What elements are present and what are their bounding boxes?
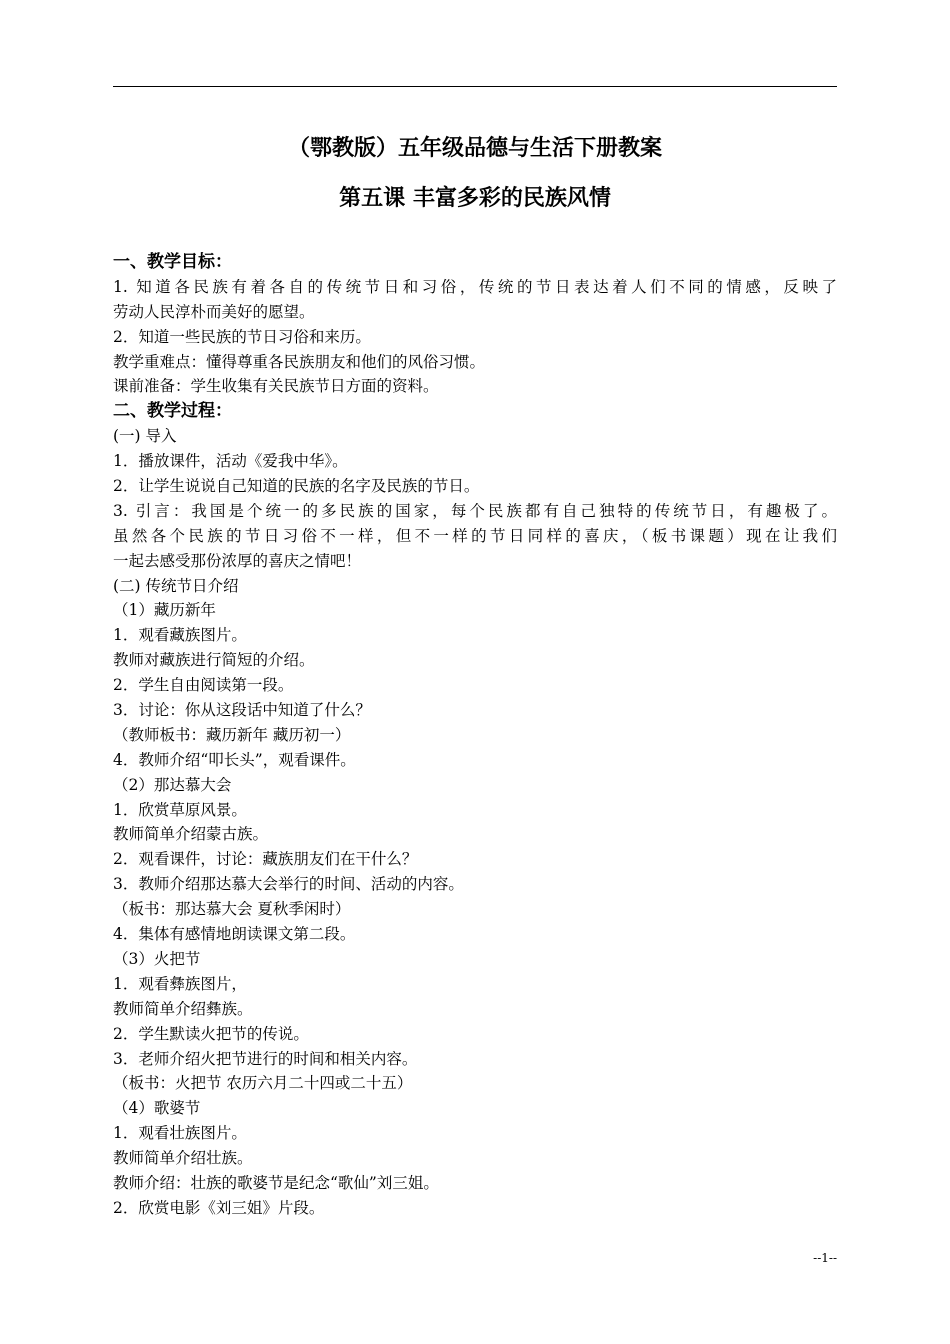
body-line: 1．欣赏草原风景。 <box>113 800 247 819</box>
section-heading: 二、教学过程： <box>113 401 232 422</box>
body-line: （3）火把节 <box>113 949 201 968</box>
body-line: 2．让学生说说自己知道的民族的名字及民族的节日。 <box>113 477 480 496</box>
body-line: 1．观看壮族图片。 <box>113 1124 247 1143</box>
body-line: 2．知道一些民族的节日习俗和来历。 <box>113 327 371 346</box>
body-line: 劳动人民淳朴而美好的愿望。 <box>113 302 315 321</box>
body-line: 2．学生自由阅读第一段。 <box>113 676 294 695</box>
body-line: 2．观看课件，讨论：藏族朋友们在干什么？ <box>113 850 418 869</box>
body-line: 教师对藏族进行简短的介绍。 <box>113 651 315 670</box>
body-line: （教师板书：藏历新年 藏历初一） <box>113 725 351 744</box>
title-block <box>113 131 837 217</box>
body-line: 4．教师介绍“叩长头”，观看课件。 <box>113 750 356 769</box>
body-line: （板书：那达慕大会 夏秋季闲时） <box>113 900 351 919</box>
body-line: 3. 引言：我国是个统一的多民族的国家，每个民族都有自己独特的传统节日，有趣极了。 <box>113 501 837 520</box>
body-line: （板书：火把节 农历六月二十四或二十五） <box>113 1074 413 1093</box>
document-title: （鄂教版）五年级品德与生活下册教案 <box>287 136 662 161</box>
page-number: --1-- <box>813 1251 837 1265</box>
body-line: （1）藏历新年 <box>113 601 216 620</box>
body-line: 1．观看彝族图片， <box>113 974 247 993</box>
body-line: 3．教师介绍那达慕大会举行的时间、活动的内容。 <box>113 875 464 894</box>
body-line: 4．集体有感情地朗读课文第二段。 <box>113 925 356 944</box>
body-line: 教师简单介绍彝族。 <box>113 999 253 1018</box>
body-line: （4）歌婆节 <box>113 1099 201 1118</box>
body-line: 1. 知道各民族有着各自的传统节日和习俗，传统的节日表达着人们不同的情感，反映了 <box>113 277 837 296</box>
body-line: 2．欣赏电影《刘三姐》片段。 <box>113 1198 325 1217</box>
document-body <box>113 250 837 1221</box>
body-line: 3．讨论：你从这段话中知道了什么？ <box>113 701 371 720</box>
body-line: 课前准备：学生收集有关民族节日方面的资料。 <box>113 377 439 396</box>
body-line: 教师介绍：壮族的歌婆节是纪念“歌仙”刘三姐。 <box>113 1173 439 1192</box>
body-line: （2）那达慕大会 <box>113 775 232 794</box>
body-line: 教师简单介绍蒙古族。 <box>113 825 269 844</box>
body-line: 1．播放课件，活动《爱我中华》。 <box>113 452 348 471</box>
body-line: 教师简单介绍壮族。 <box>113 1149 253 1168</box>
body-line: 虽然各个民族的节日习俗不一样，但不一样的节日同样的喜庆，（板书课题）现在让我们 <box>113 526 837 545</box>
body-line: (一) 导入 <box>113 427 177 446</box>
section-heading: 一、教学目标： <box>113 252 232 272</box>
body-line: 教学重难点：懂得尊重各民族朋友和他们的风俗习惯。 <box>113 352 486 371</box>
body-line: (二) 传统节日介绍 <box>113 576 239 595</box>
body-line: 2．学生默读火把节的传说。 <box>113 1024 309 1043</box>
body-line: 一起去感受那份浓厚的喜庆之情吧！ <box>113 551 362 570</box>
body-line: 3．老师介绍火把节进行的时间和相关内容。 <box>113 1049 418 1068</box>
body-line: 1．观看藏族图片。 <box>113 626 247 645</box>
header-rule <box>113 86 837 87</box>
lesson-title: 第五课 丰富多彩的民族风情 <box>339 186 611 211</box>
